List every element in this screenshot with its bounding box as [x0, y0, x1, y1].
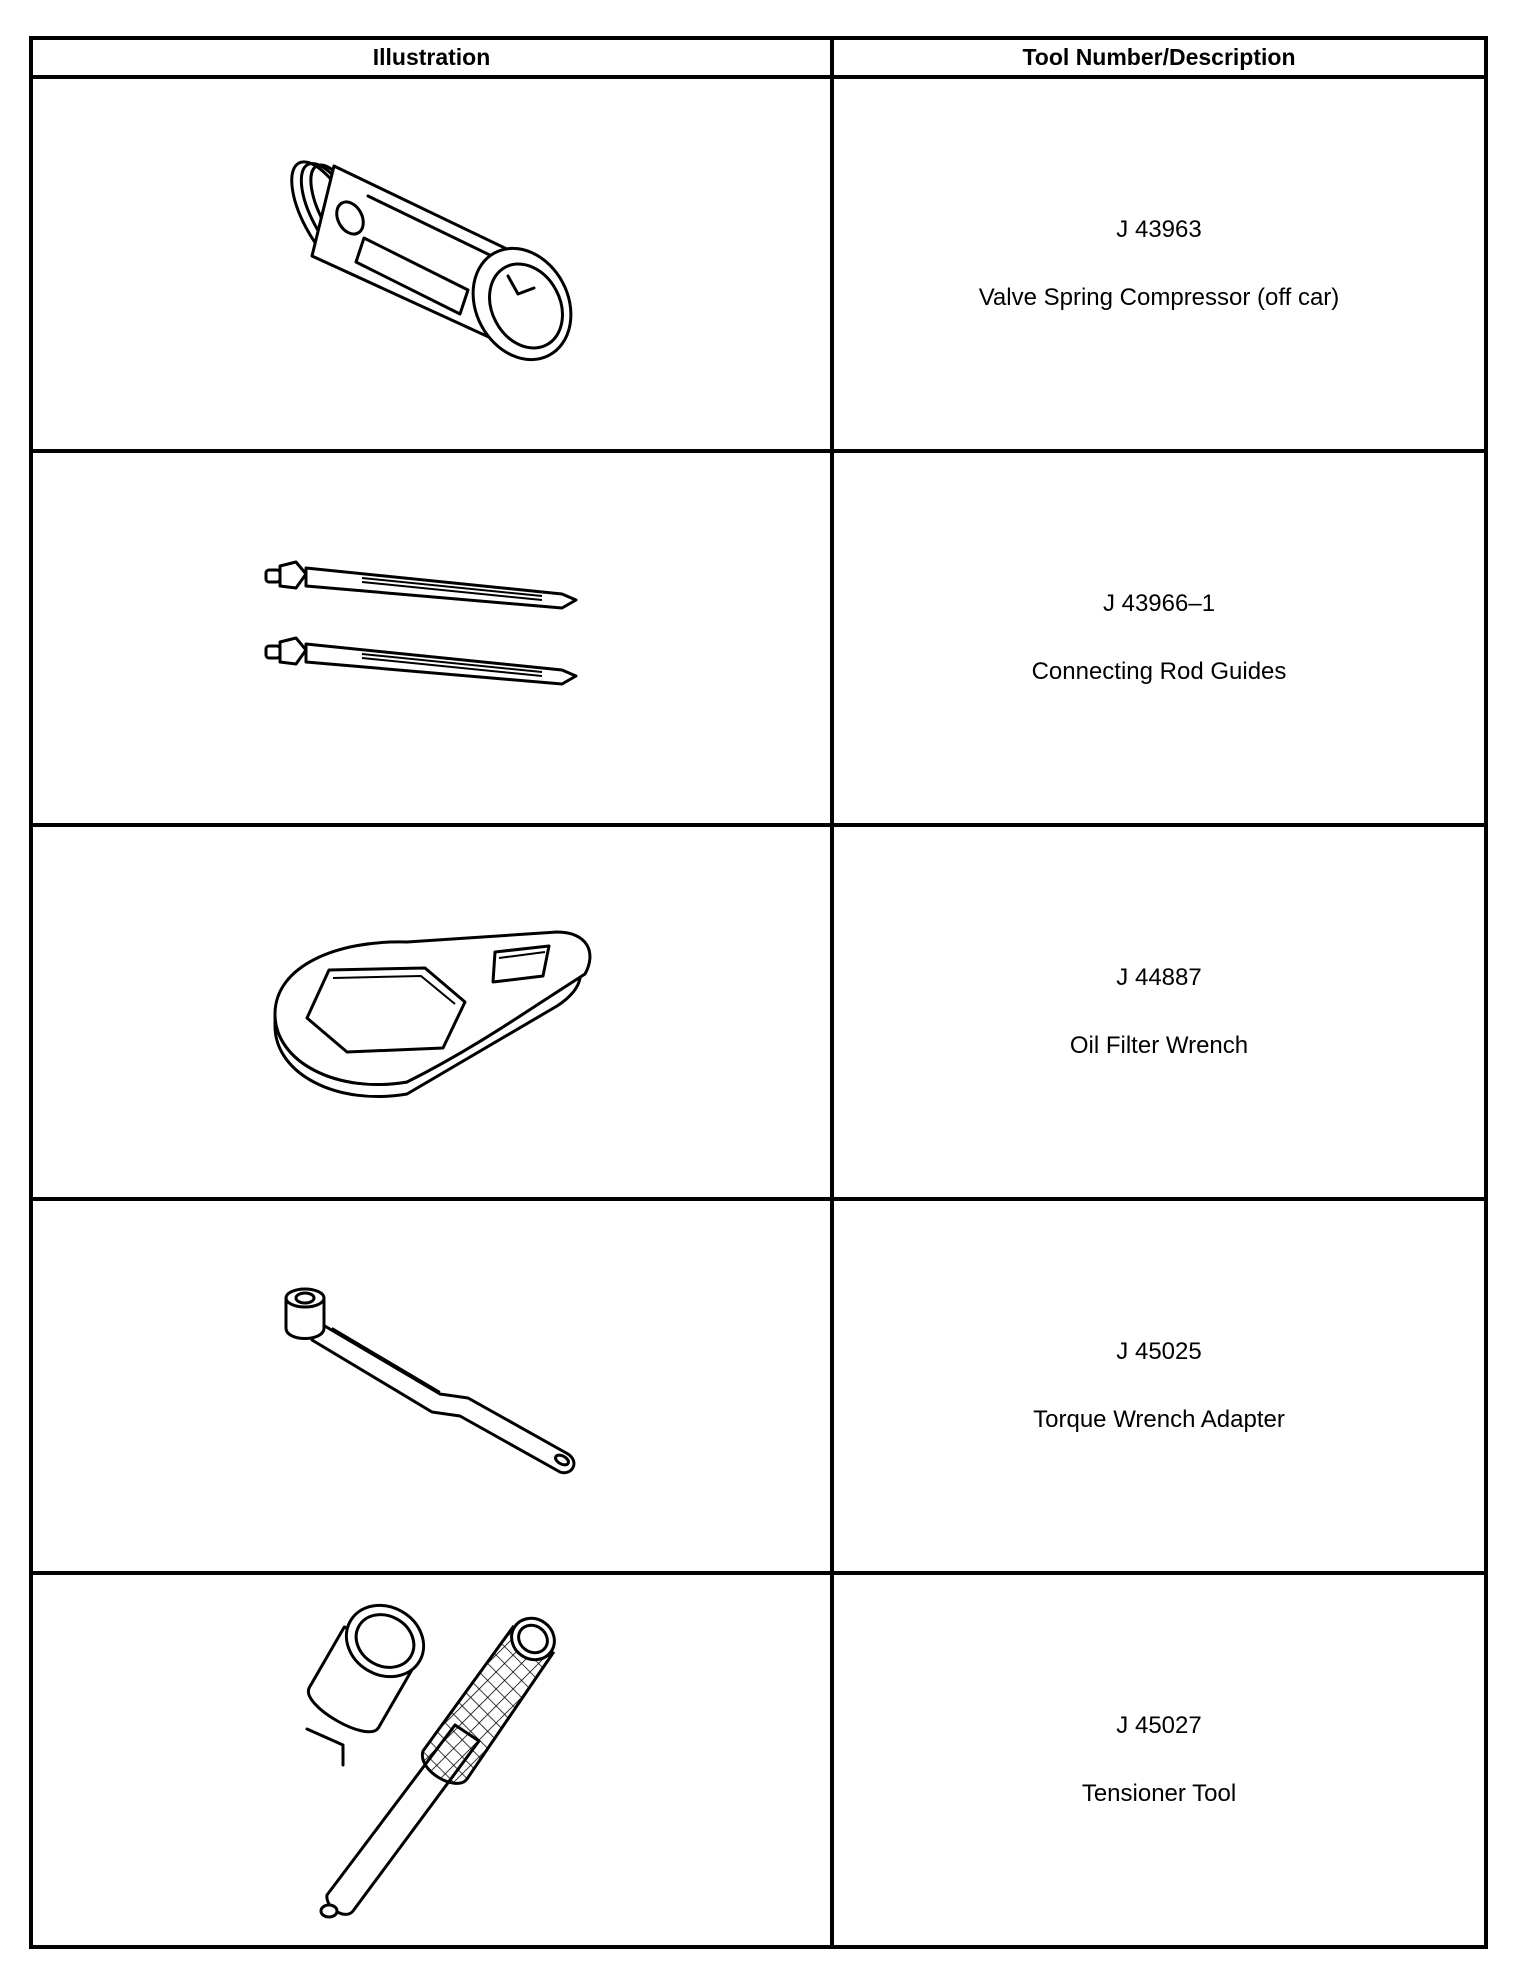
tool-description: Connecting Rod Guides [1031, 658, 1287, 685]
table-row [31, 825, 1486, 1199]
tool-description: Valve Spring Compressor (off car) [978, 284, 1340, 311]
illustration-cell [31, 1573, 832, 1947]
tool-number: J 43966–1 [1102, 590, 1216, 617]
table-row [31, 77, 1486, 451]
tool-number: J 45027 [1116, 1712, 1202, 1739]
tool-number: J 45025 [1116, 1338, 1202, 1365]
header-tool-number-description: Tool Number/Description [832, 38, 1486, 77]
connecting-rod-guides-icon [262, 548, 602, 728]
illustration-cell [31, 1199, 832, 1573]
description-cell [832, 451, 1486, 825]
description-cell [832, 1573, 1486, 1947]
description-cell [832, 825, 1486, 1199]
table-row [31, 1573, 1486, 1947]
header-illustration: Illustration [31, 38, 832, 77]
description-cell [832, 77, 1486, 451]
valve-spring-compressor-icon [272, 144, 592, 384]
torque-wrench-adapter-icon [272, 1276, 592, 1496]
tensioner-tool-icon [267, 1595, 597, 1925]
tool-description: Oil Filter Wrench [1069, 1032, 1249, 1059]
illustration-cell [31, 77, 832, 451]
tool-number: J 44887 [1116, 964, 1202, 991]
illustration-cell [31, 825, 832, 1199]
table-row [31, 451, 1486, 825]
tool-table [29, 36, 1488, 1949]
tool-description: Torque Wrench Adapter [1033, 1406, 1285, 1433]
description-cell [832, 1199, 1486, 1573]
tool-number: J 43963 [1116, 216, 1202, 243]
table-header-row [31, 38, 1486, 77]
oil-filter-wrench-icon [267, 922, 597, 1102]
tool-description: Tensioner Tool [1081, 1780, 1237, 1807]
illustration-cell [31, 451, 832, 825]
table-row [31, 1199, 1486, 1573]
